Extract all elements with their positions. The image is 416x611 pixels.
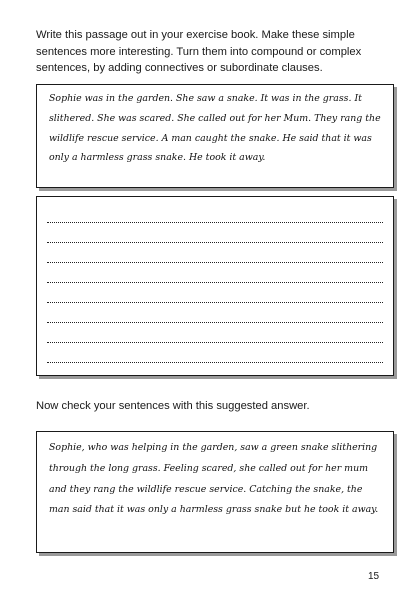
original-passage-box — [36, 84, 394, 188]
instructions-text: Write this passage out in your exercise book. Make these simple sentences more interesting. Turn them into compound or complex sentences, by adding connectives or subordinate clauses. — [36, 29, 362, 74]
suggested-answer-text: Sophie, who was helping in the garden, saw a green snake slithering through the long grass. Feeling scared, she called out for her mum and they rang the wildlife rescue service. Catching the snake, the man said that it was only a harmless grass snake but he took it away. — [49, 442, 379, 516]
writing-line — [47, 283, 383, 303]
writing-line — [47, 303, 383, 323]
writing-line — [47, 263, 383, 283]
suggested-answer-box — [36, 431, 394, 553]
writing-line — [47, 243, 383, 263]
writing-lines — [47, 203, 383, 363]
writing-line — [47, 223, 383, 243]
writing-line — [47, 343, 383, 363]
check-prompt-text: Now check your sentences with this suggested answer. — [36, 400, 310, 412]
writing-line — [47, 323, 383, 343]
original-passage-text: Sophie was in the garden. She saw a snake. It was in the grass. It slithered. She was scared. She called out for her Mum. They rang the wildlife rescue service. A man caught the snake. He said that it was only a harmless grass snake. He took it away. — [49, 93, 381, 164]
writing-line — [47, 203, 383, 223]
writing-lines-box — [36, 196, 394, 376]
page-number: 15 — [368, 571, 380, 582]
